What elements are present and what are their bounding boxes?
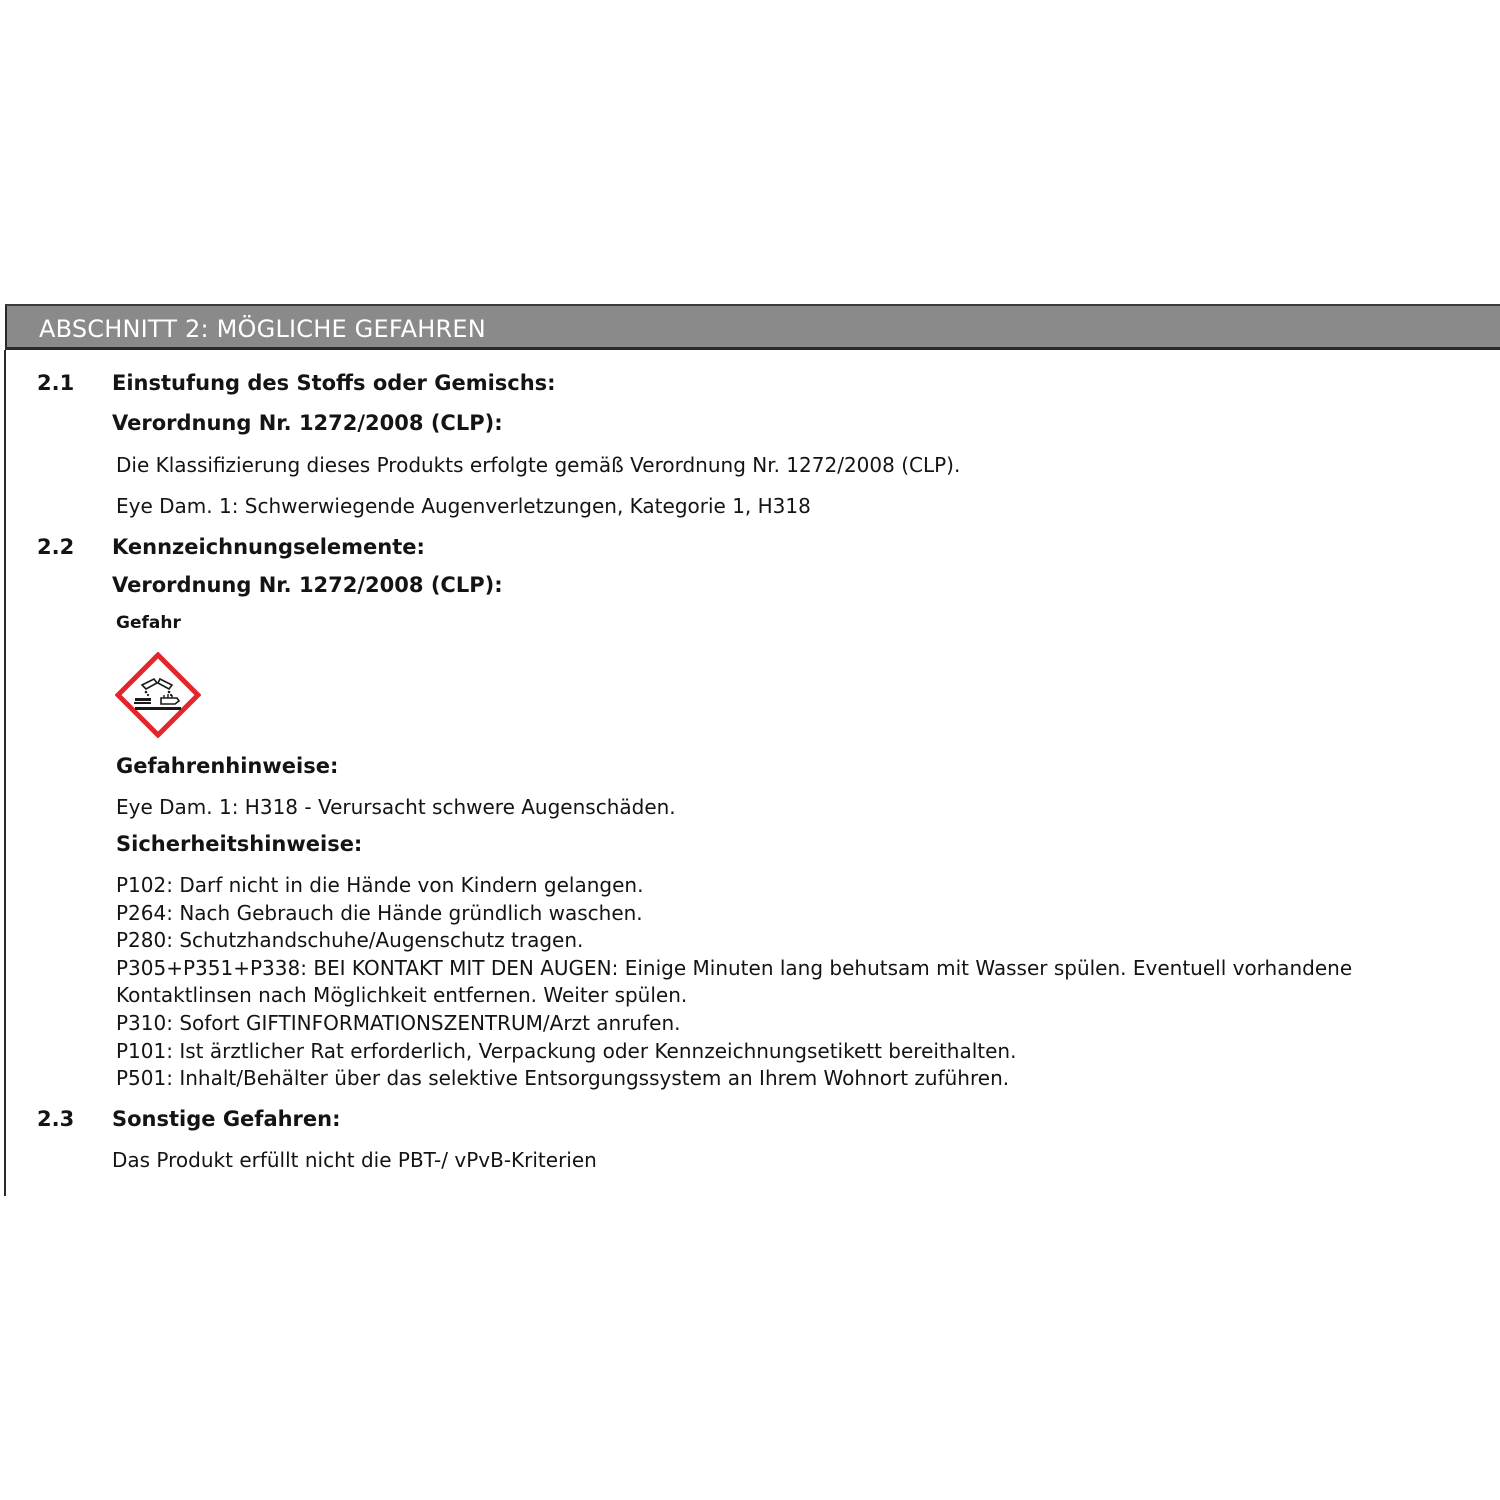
ghs05-corrosion-icon [115, 652, 201, 738]
section-2-2-regulation: Verordnung Nr. 1272/2008 (CLP): [112, 573, 503, 597]
section-2-2-number: 2.2 [37, 535, 75, 559]
precautionary-statement: P101: Ist ärztlicher Rat erforderlich, Verpackung oder Kennzeichnungsetikett bereithalten. [116, 1038, 1017, 1063]
hazard-statements-heading: Gefahrenhinweise: [116, 754, 339, 778]
section-title: ABSCHNITT 2: MÖGLICHE GEFAHREN [39, 315, 486, 343]
precautionary-statement: P305+P351+P338: BEI KONTAKT MIT DEN AUGEN: Einige Minuten lang behutsam mit Wasser spülen. Eventuell vorhandene [116, 955, 1353, 980]
section-2-1-number: 2.1 [37, 371, 75, 395]
classification-text: Die Klassifizierung dieses Produkts erfolgte gemäß Verordnung Nr. 1272/2008 (CLP). [116, 453, 961, 477]
precautionary-statements-list [116, 872, 1352, 1093]
precautionary-statement: P280: Schutzhandschuhe/Augenschutz tragen. [116, 928, 584, 953]
precautionary-statement: Kontaktlinsen nach Möglichkeit entfernen. Weiter spülen. [116, 983, 688, 1008]
precautionary-statement: P264: Nach Gebrauch die Hände gründlich waschen. [116, 900, 643, 925]
left-border-rule [4, 350, 6, 1196]
precautionary-statement: P501: Inhalt/Behälter über das selektive Entsorgungssystem an Ihrem Wohnort zuführen. [116, 1066, 1010, 1091]
hazard-class-text: Eye Dam. 1: Schwerwiegende Augenverletzungen, Kategorie 1, H318 [116, 494, 811, 518]
precautionary-heading: Sicherheitshinweise: [116, 832, 363, 856]
precautionary-statement: P102: Darf nicht in die Hände von Kindern gelangen. [116, 873, 644, 897]
section-2-3-heading: Sonstige Gefahren: [112, 1107, 341, 1131]
precautionary-statement: P310: Sofort GIFTINFORMATIONSZENTRUM/Arzt anrufen. [116, 1010, 681, 1035]
hazard-statement: Eye Dam. 1: H318 - Verursacht schwere Augenschäden. [116, 795, 676, 819]
section-2-1-regulation: Verordnung Nr. 1272/2008 (CLP): [112, 411, 503, 435]
signal-word: Gefahr [116, 613, 181, 633]
section-header [5, 304, 1500, 350]
other-hazards-text: Das Produkt erfüllt nicht die PBT-/ vPvB-Kriterien [112, 1148, 597, 1172]
section-2-1-heading: Einstufung des Stoffs oder Gemischs: [112, 371, 556, 395]
section-2-3-number: 2.3 [37, 1107, 75, 1131]
section-2-2-heading: Kennzeichnungselemente: [112, 535, 425, 559]
